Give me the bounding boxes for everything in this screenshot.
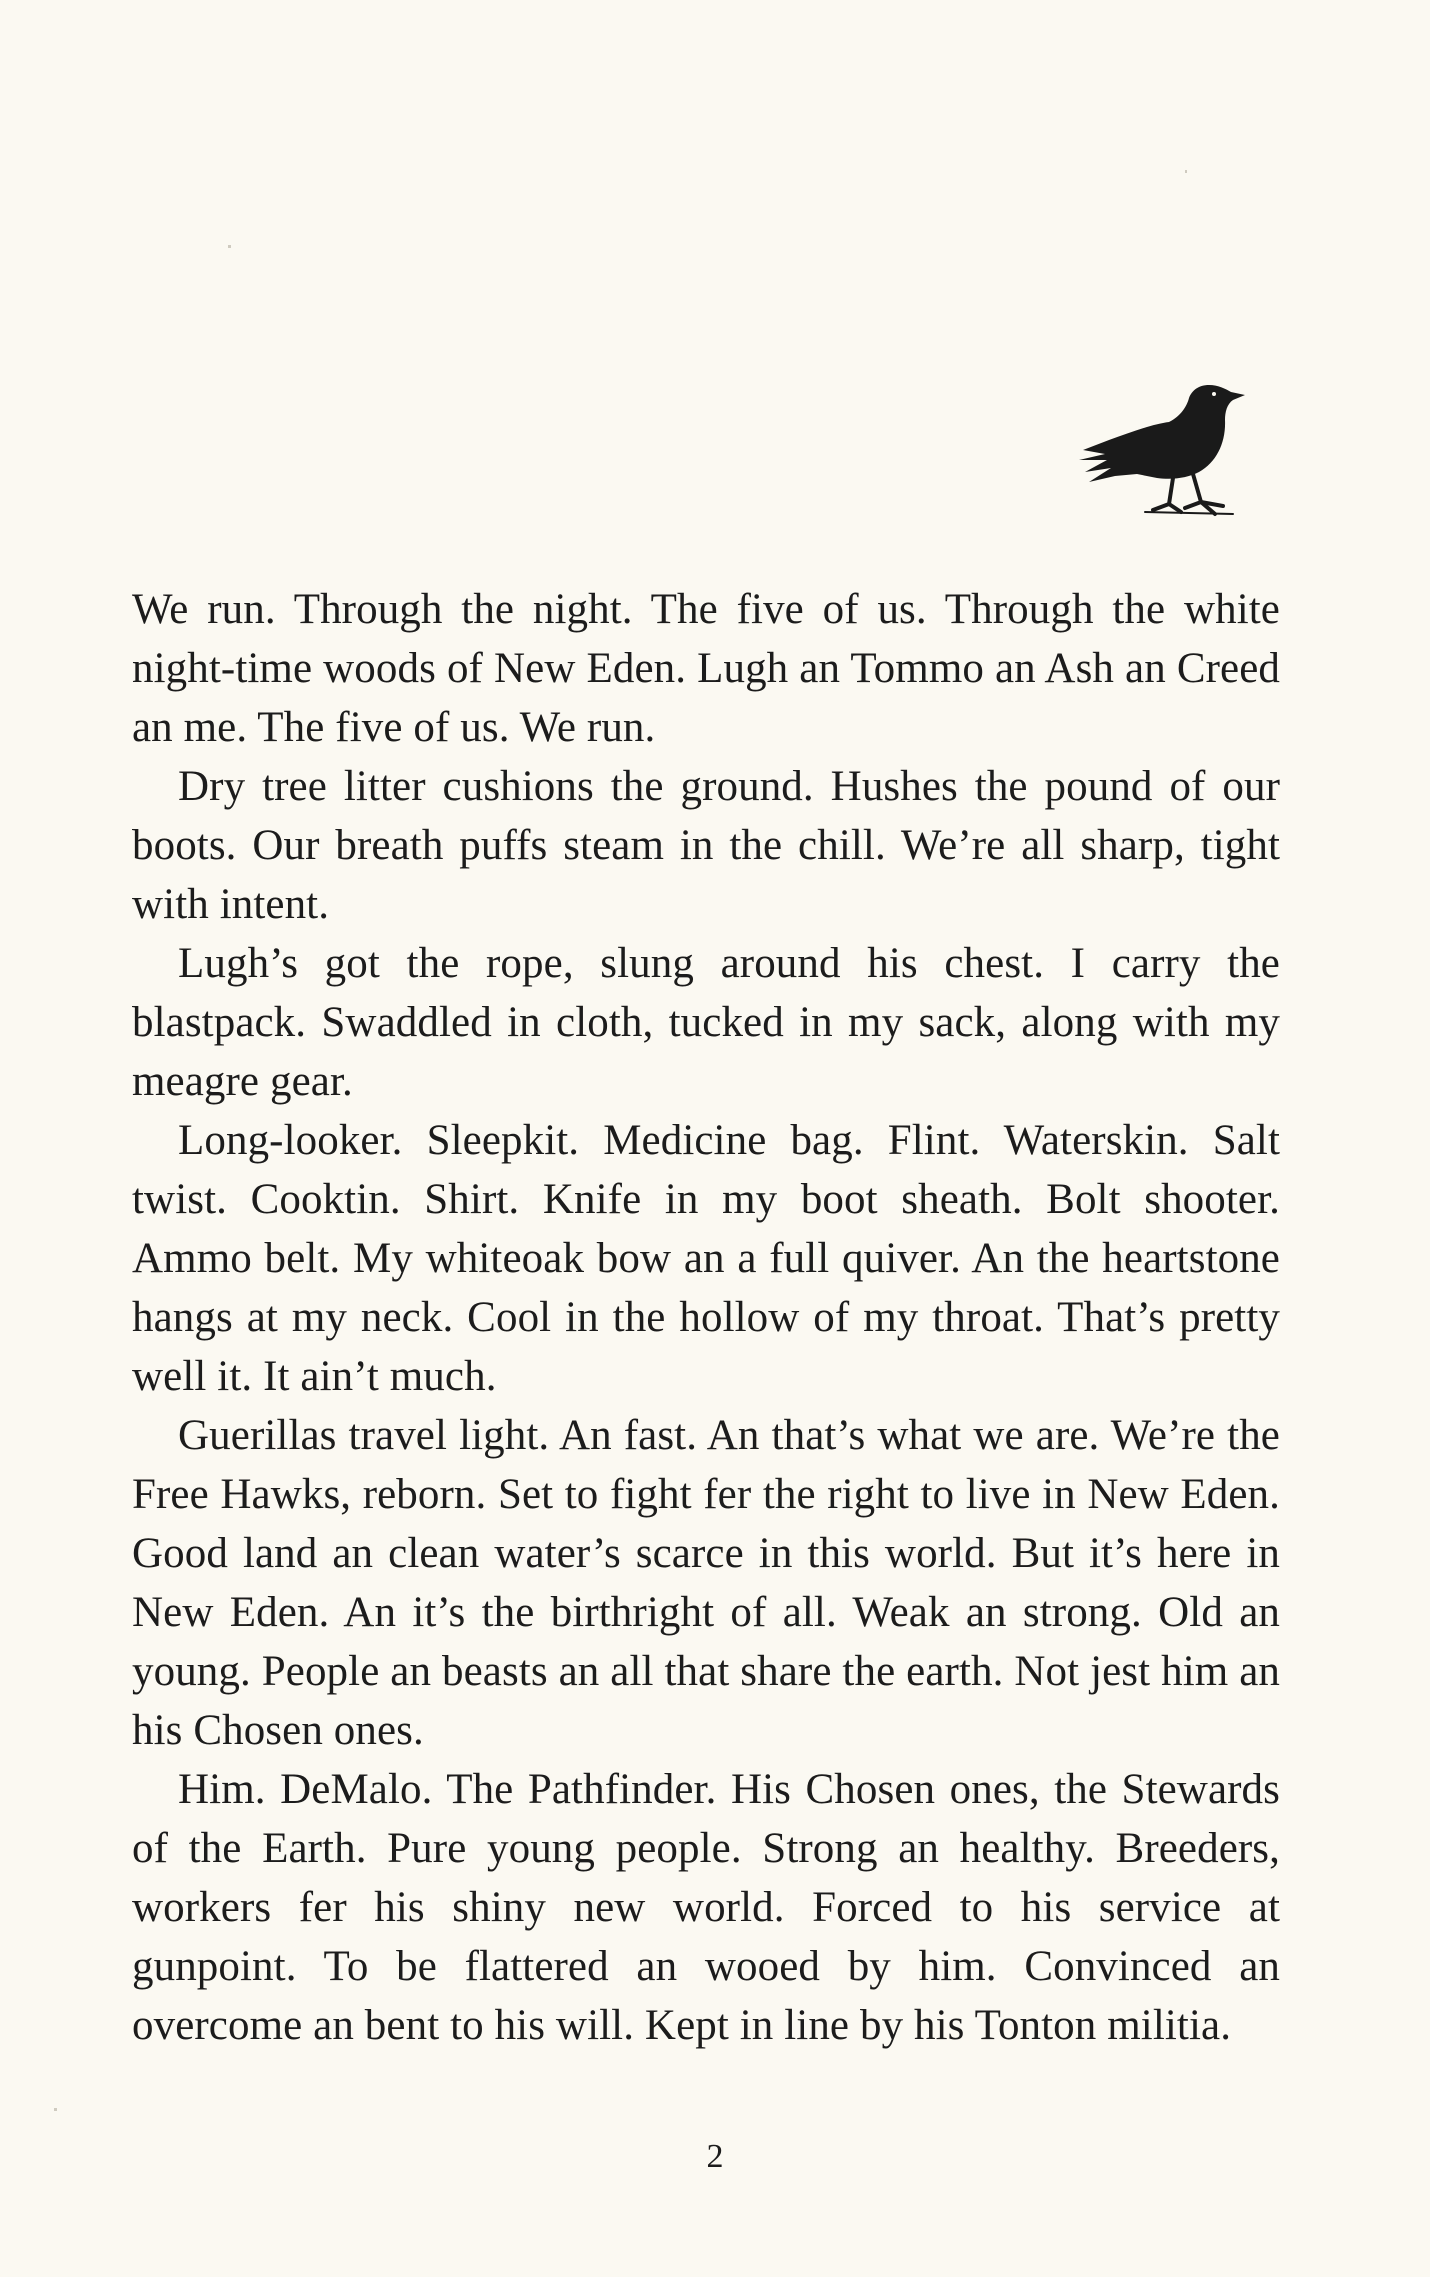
paragraph: Dry tree litter cushions the ground. Hushes the pound of our boots. Our breath puffs steam in the chill. We’re all sharp, tight with intent. [132,763,1280,928]
page-number: 2 [706,2138,724,2175]
paragraph: Guerillas travel light. An fast. An that’s what we are. We’re the Free Hawks, reborn. Set to fight fer the right to live in New Eden. Good land an clean water’s scarce in this world. But it’s here in New Eden. An it’s the birthright of all. Weak an strong. Old an young. People an beasts an all that share the earth. Not jest him an his Chosen ones. [132,1412,1280,1754]
paragraph: Long-looker. Sleepkit. Medicine bag. Flint. Waterskin. Salt twist. Cooktin. Shirt. Knife in my boot sheath. Bolt shooter. Ammo belt. My whiteoak bow an a full quiver. An the heartstone hangs at my neck. Cool in the hollow of my throat. That’s pretty well it. It ain’t much. [132,1117,1280,1400]
paragraph: Him. DeMalo. The Pathfinder. His Chosen ones, the Stewards of the Earth. Pure young people. Strong an healthy. Breeders, workers fer his shiny new world. Forced to his service at gunpoint. To be flattered an wooed by him. Convinced an overcome an bent to his will. Kept in line by his Tonton militia. [132,1766,1280,2049]
body-text [132,580,1280,2055]
paper-speck [1185,170,1187,173]
paragraph: Lugh’s got the rope, slung around his chest. I carry the blastpack. Swaddled in cloth, tucked in my sack, along with my meagre gear. [132,940,1280,1105]
paper-speck [228,245,231,248]
paragraph: We run. Through the night. The five of us. Through the white night-time woods of New Eden. Lugh an Tommo an Ash an Creed an me. The five of us. We run. [132,586,1280,751]
paper-speck [54,2108,57,2111]
crow-icon [1075,380,1260,520]
